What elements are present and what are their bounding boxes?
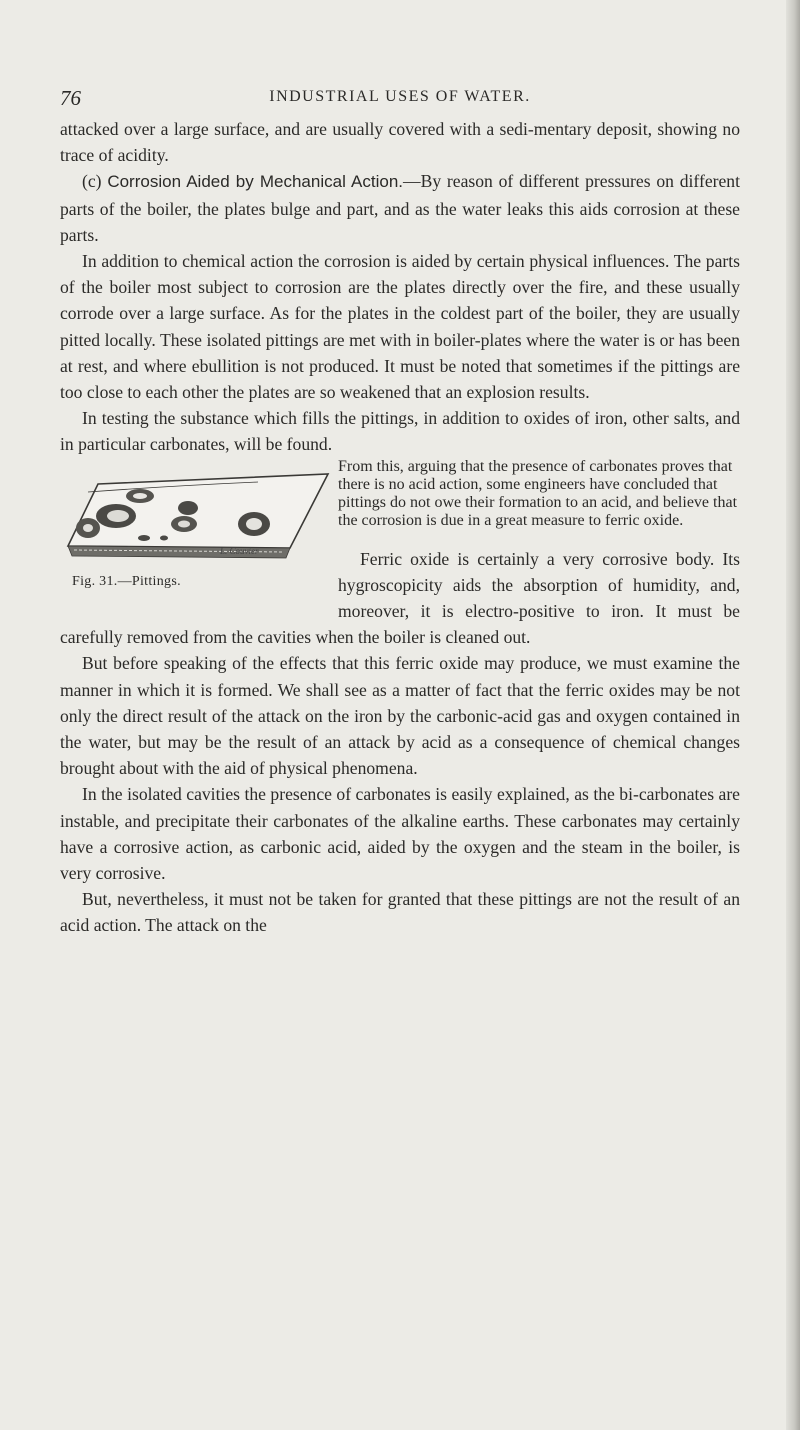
paragraph-9: But, nevertheless, it must not be taken for granted that these pittings are not the result of an acid action. The attack on the xyxy=(60,889,740,936)
paragraph-1: attacked over a large surface, and are usually covered with a sedi-mentary deposit, showing no trace of acidity. xyxy=(60,119,740,166)
figure-pittings xyxy=(58,462,330,600)
section-label: (c) xyxy=(82,171,102,192)
page-number: 76 xyxy=(60,86,81,110)
figure-caption: Fig. 31.—Pittings. xyxy=(72,573,181,589)
paragraph-2 xyxy=(60,168,740,248)
paragraph-2-body: —By reason of different pressures on different parts of the boiler, the plates bulge and part, and as the water leaks this aids corrosion at these parts. xyxy=(60,171,740,245)
running-head: INDUSTRIAL USES OF WATER. xyxy=(269,88,531,105)
paragraph-7: But before speaking of the effects that this ferric oxide may produce, we must examine the manner in which it is formed. We shall see as a matter of fact that the ferric oxides may be not only the direct result of the attack on the iron by the carbonic-acid gas and oxygen contained in the water, but may be the result of an attack by acid as a consequence of chemical changes brought about with the aid of physical phenomena. xyxy=(60,653,740,779)
page-edge-shadow xyxy=(786,0,800,1430)
page-header xyxy=(60,86,740,110)
paragraph-5-text: From this, arguing that the presence of carbonates proves that there is no acid action, some engineers have concluded that pittings do not owe their formation to an acid, and believe that the corrosion is due in a great measure to ferric oxide. xyxy=(338,457,738,529)
body-text xyxy=(60,116,740,939)
paragraph-4: In testing the substance which fills the pittings, in addition to oxides of iron, other salts, and in particular carbonates, will be found. xyxy=(60,408,740,455)
section-heading: Corrosion Aided by Mechanical Action. xyxy=(107,172,403,192)
figure-signature: L. Couvier xyxy=(220,545,259,556)
paragraph-6: Ferric oxide is certainly a very corrosive body. Its hygroscopicity aids the absorption of humidity, and, moreover, it is electro-positive to iron. It must be carefully removed from the cavities when the boiler is cleaned out. xyxy=(60,548,740,648)
pit-mark xyxy=(178,501,198,515)
paragraph-8: In the isolated cavities the presence of carbonates is easily explained, as the bi-carbonates are instable, and precipitate their carbonates of the alkaline earths. These carbonates may certainly have a corrosive action, as carbonic acid, aided by the oxygen and the steam in the boiler, is very corrosive. xyxy=(60,784,740,884)
paragraph-3: In addition to chemical action the corrosion is aided by certain physical influences. The parts of the boiler most subject to corrosion are the plates directly over the fire, and these usually corrode over a large surface. As for the plates in the coldest part of the boiler, they are usually pitted locally. These isolated pittings are met with in boiler-plates where the water is or has been at rest, and where ebullition is not produced. It must be noted that sometimes if the pittings are too close to each other the plates are so weakened that an explosion results. xyxy=(60,251,740,403)
